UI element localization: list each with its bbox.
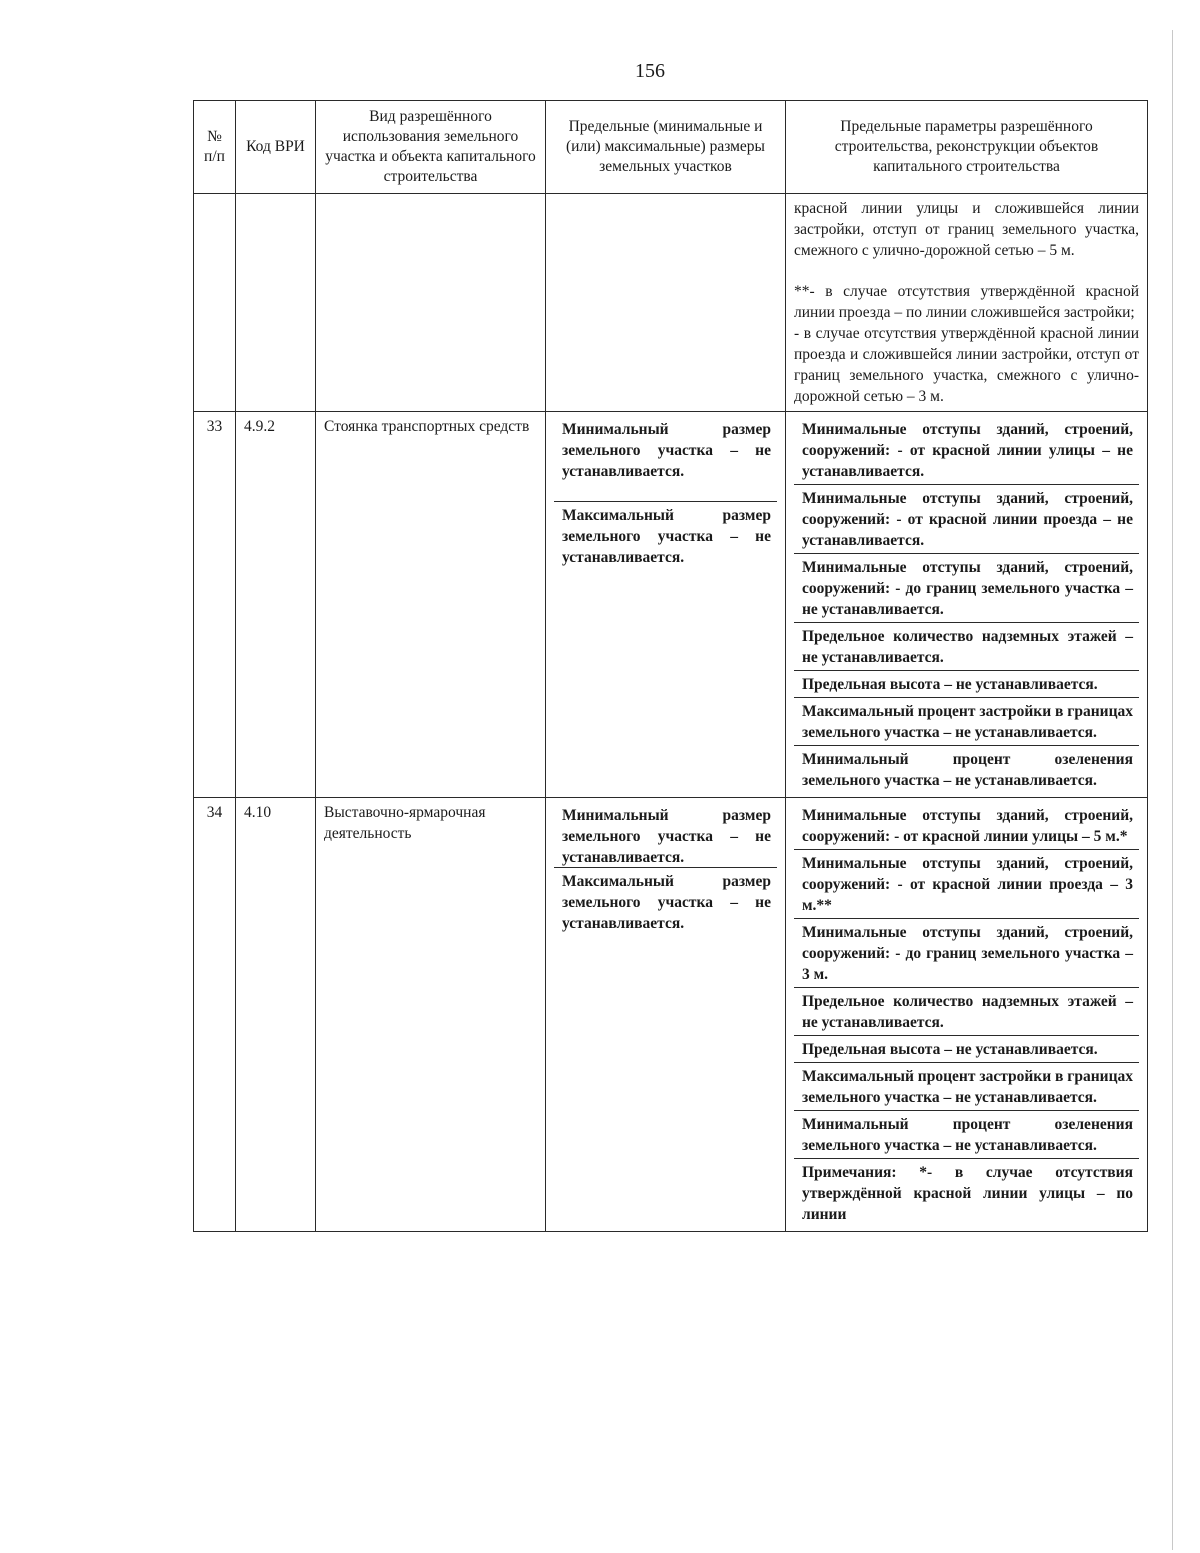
param-cell: Минимальные отступы зданий, строений, сооружений: - от красной линии улицы – не устанавливается. <box>794 416 1139 485</box>
max-size: Максимальный размер земельного участка – не устанавливается. <box>562 873 771 932</box>
continuation-paragraph: - в случае отсутствия утверждённой красной линии проезда и сложившейся линии застройки, отступ от границ земельного участка, смежного с улично-дорожной сетью – 3 м. <box>794 325 1139 405</box>
page-number: 156 <box>635 60 665 82</box>
param-cell: Максимальный процент застройки в границах земельного участка – не устанавливается. <box>794 698 1139 746</box>
row-number: 33 <box>194 412 236 798</box>
param-cell: Предельная высота – не устанавливается. <box>794 1036 1139 1063</box>
header-code: Код ВРИ <box>236 101 316 194</box>
max-size: Максимальный размер земельного участка – не устанавливается. <box>562 507 771 566</box>
header-use: Вид разрешённого использования земельного участка и объекта капитального строительства <box>316 101 546 194</box>
param-cell: Минимальные отступы зданий, строений, сооружений: - до границ земельного участка – не устанавливается. <box>794 554 1139 623</box>
row-sizes <box>546 798 786 1232</box>
header-params: Предельные параметры разрешённого строительства, реконструкции объектов капитального строительства <box>786 101 1148 194</box>
row-number: 34 <box>194 798 236 1232</box>
row-use: Стоянка транспортных средств <box>316 412 546 798</box>
param-cell: Предельная высота – не устанавливается. <box>794 671 1139 698</box>
continuation-paragraph: красной линии улицы и сложившейся линии застройки, отступ от границ земельного участка, смежного с улично-дорожной сетью – 5 м. <box>794 200 1139 259</box>
notes-cell: Примечания: *- в случае отсутствия утверждённой красной линии улицы – по линии <box>802 1164 1133 1223</box>
continuation-paragraph: **- в случае отсутствия утверждённой красной линии проезда – по линии сложившейся застройки; <box>794 283 1139 321</box>
scan-edge-line <box>1172 30 1173 1550</box>
regulations-table <box>193 100 1148 1232</box>
param-cell: Минимальные отступы зданий, строений, сооружений: - до границ земельного участка – 3 м. <box>794 919 1139 988</box>
min-size: Минимальный размер земельного участка – не устанавливается. <box>554 802 777 868</box>
param-cell: Минимальные отступы зданий, строений, сооружений: - от красной линии проезда – не устанавливается. <box>794 485 1139 554</box>
row-code: 4.10 <box>236 798 316 1232</box>
header-sizes: Предельные (минимальные и (или) максимальные) размеры земельных участков <box>546 101 786 194</box>
row-params <box>786 412 1148 798</box>
row-sizes <box>546 412 786 798</box>
min-size: Минимальный размер земельного участка – не устанавливается. <box>554 416 777 502</box>
param-cell: Минимальный процент озеленения земельного участка – не устанавливается. <box>794 1111 1139 1159</box>
row-code: 4.9.2 <box>236 412 316 798</box>
param-cell: Предельное количество надземных этажей – не устанавливается. <box>794 988 1139 1036</box>
param-cell: Минимальные отступы зданий, строений, сооружений: - от красной линии улицы – 5 м.* <box>794 802 1139 850</box>
row-params <box>786 798 1148 1232</box>
table-row-34 <box>194 798 1148 1232</box>
param-cell: Предельное количество надземных этажей – не устанавливается. <box>794 623 1139 671</box>
header-num: № п/п <box>194 101 236 194</box>
param-cell: Минимальные отступы зданий, строений, сооружений: - от красной линии проезда – 3 м.** <box>794 850 1139 919</box>
row-use: Выставочно-ярмарочная деятельность <box>316 798 546 1232</box>
table-row-continuation <box>194 194 1148 412</box>
table-header-row <box>194 101 1148 194</box>
param-cell: Минимальный процент озеленения земельного участка – не устанавливается. <box>802 751 1133 789</box>
continuation-cell <box>786 194 1148 412</box>
table-row-33 <box>194 412 1148 798</box>
param-cell: Максимальный процент застройки в границах земельного участка – не устанавливается. <box>794 1063 1139 1111</box>
